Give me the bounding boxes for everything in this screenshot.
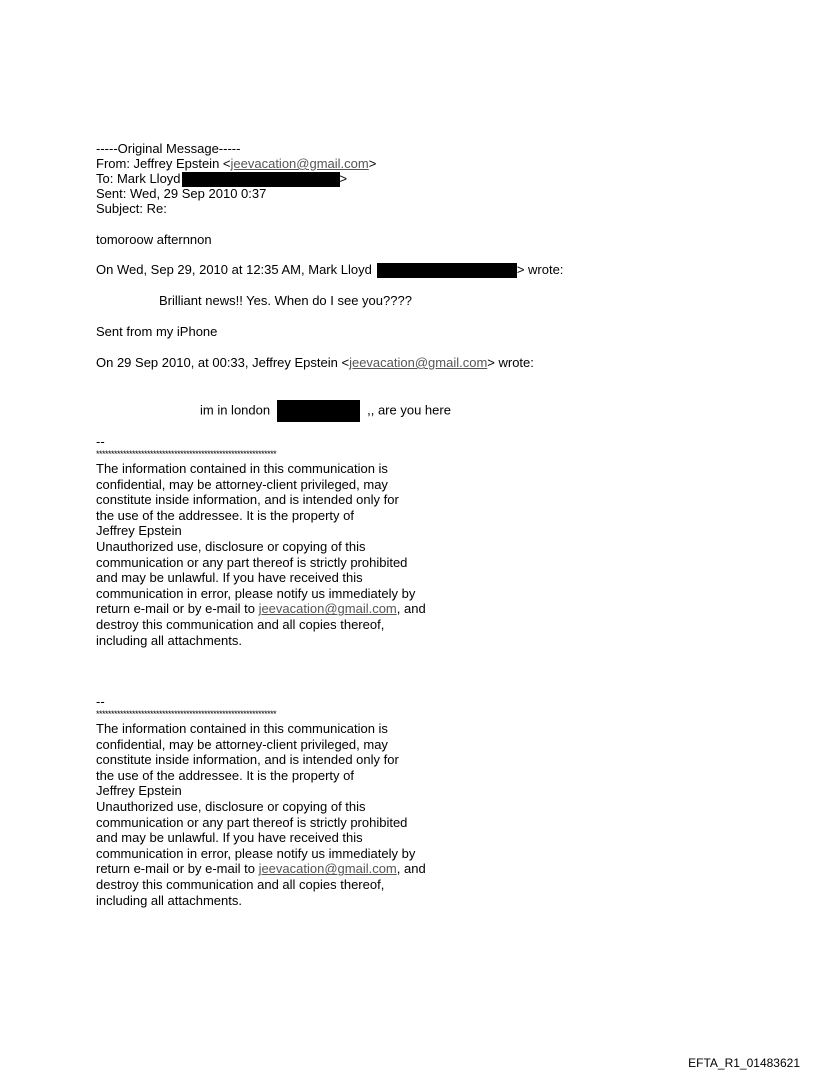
to-line <box>96 171 347 187</box>
redaction-box <box>182 172 340 187</box>
quote2-suffix: > wrote: <box>487 355 534 370</box>
disclaimer-line: destroy this communication and all copies thereof, <box>96 876 385 892</box>
quote2-header <box>96 355 534 370</box>
from-label: From: Jeffrey Epstein < <box>96 156 231 171</box>
subject-line: Subject: Re: <box>96 201 167 216</box>
quote2-text-before: im in london <box>200 402 271 418</box>
disclaimer-line: confidential, may be attorney-client privileged, may <box>96 736 388 752</box>
from-email-link[interactable]: jeevacation@gmail.com <box>230 156 369 171</box>
disclaimer-line: and may be unlawful. If you have received this <box>96 830 363 846</box>
disclaimer-line: the use of the addressee. It is the property of <box>96 767 354 783</box>
to-label: To: Mark Lloyd <box>96 171 181 186</box>
disclaimer-return-line <box>96 601 426 617</box>
document-id: EFTA_R1_01483621 <box>688 1056 800 1070</box>
redaction-box <box>377 263 517 278</box>
quote1-suffix: > wrote: <box>516 262 564 277</box>
disclaimer-line: constitute inside information, and is intended only for <box>96 492 399 508</box>
disclaimer-return-line <box>96 861 426 877</box>
original-message-line: -----Original Message----- <box>96 141 241 156</box>
disclaimer-line: including all attachments. <box>96 892 242 908</box>
disclaimer-line: communication or any part thereof is strictly prohibited <box>96 814 408 830</box>
disclaimer-line: The information contained in this communication is <box>96 461 388 476</box>
disclaimer-line: including all attachments. <box>96 632 242 648</box>
disclaimer-line: Unauthorized use, disclosure or copying of this <box>96 538 366 554</box>
disclaimer-line: The information contained in this communication is <box>96 721 388 736</box>
return-prefix: return e-mail or by e-mail to <box>96 861 259 877</box>
from-line <box>96 156 376 171</box>
quote1-header <box>96 262 563 278</box>
disclaimer-block <box>96 461 426 648</box>
disclaimer-line: and may be unlawful. If you have received this <box>96 570 363 586</box>
disclaimer-line: confidential, may be attorney-client privileged, may <box>96 476 388 492</box>
stars-divider: ************************************************************ <box>96 449 277 459</box>
quote2-text-after: ,, are you here <box>367 402 451 418</box>
sent-from-iphone: Sent from my iPhone <box>96 324 218 339</box>
redaction-box <box>277 400 360 422</box>
stars-divider: ************************************************************ <box>96 709 277 719</box>
quote1-prefix: On Wed, Sep 29, 2010 at 12:35 AM, Mark Lloyd <box>96 262 372 277</box>
disclaimer-line: Jeffrey Epstein <box>96 783 182 799</box>
quote2-prefix: On 29 Sep 2010, at 00:33, Jeffrey Epstein < <box>96 355 350 370</box>
reply-text: tomoroow afternnon <box>96 232 212 247</box>
disclaimer-line: Jeffrey Epstein <box>96 523 182 539</box>
sent-line: Sent: Wed, 29 Sep 2010 0:37 <box>96 186 267 201</box>
signature-dashes: -- <box>96 694 105 709</box>
return-prefix: return e-mail or by e-mail to <box>96 601 259 617</box>
disclaimer-email-link[interactable]: jeevacation@gmail.com <box>258 861 397 877</box>
quote2-email-link[interactable]: jeevacation@gmail.com <box>349 355 488 370</box>
disclaimer-line: communication or any part thereof is strictly prohibited <box>96 554 408 570</box>
disclaimer-line: the use of the addressee. It is the property of <box>96 507 354 523</box>
return-suffix: , and <box>396 861 426 877</box>
from-suffix: > <box>368 156 377 171</box>
disclaimer-line: communication in error, please notify us immediately by <box>96 585 416 601</box>
disclaimer-email-link[interactable]: jeevacation@gmail.com <box>258 601 397 617</box>
to-suffix: > <box>339 171 348 186</box>
signature-dashes: -- <box>96 434 105 449</box>
disclaimer-line: destroy this communication and all copies thereof, <box>96 616 385 632</box>
disclaimer-line: constitute inside information, and is intended only for <box>96 752 399 768</box>
quote1-text: Brilliant news!! Yes. When do I see you???? <box>159 293 412 308</box>
disclaimer-line: communication in error, please notify us immediately by <box>96 845 416 861</box>
disclaimer-block <box>96 721 426 908</box>
return-suffix: , and <box>396 601 426 617</box>
disclaimer-line: Unauthorized use, disclosure or copying of this <box>96 798 366 814</box>
quote2-text <box>200 400 451 422</box>
